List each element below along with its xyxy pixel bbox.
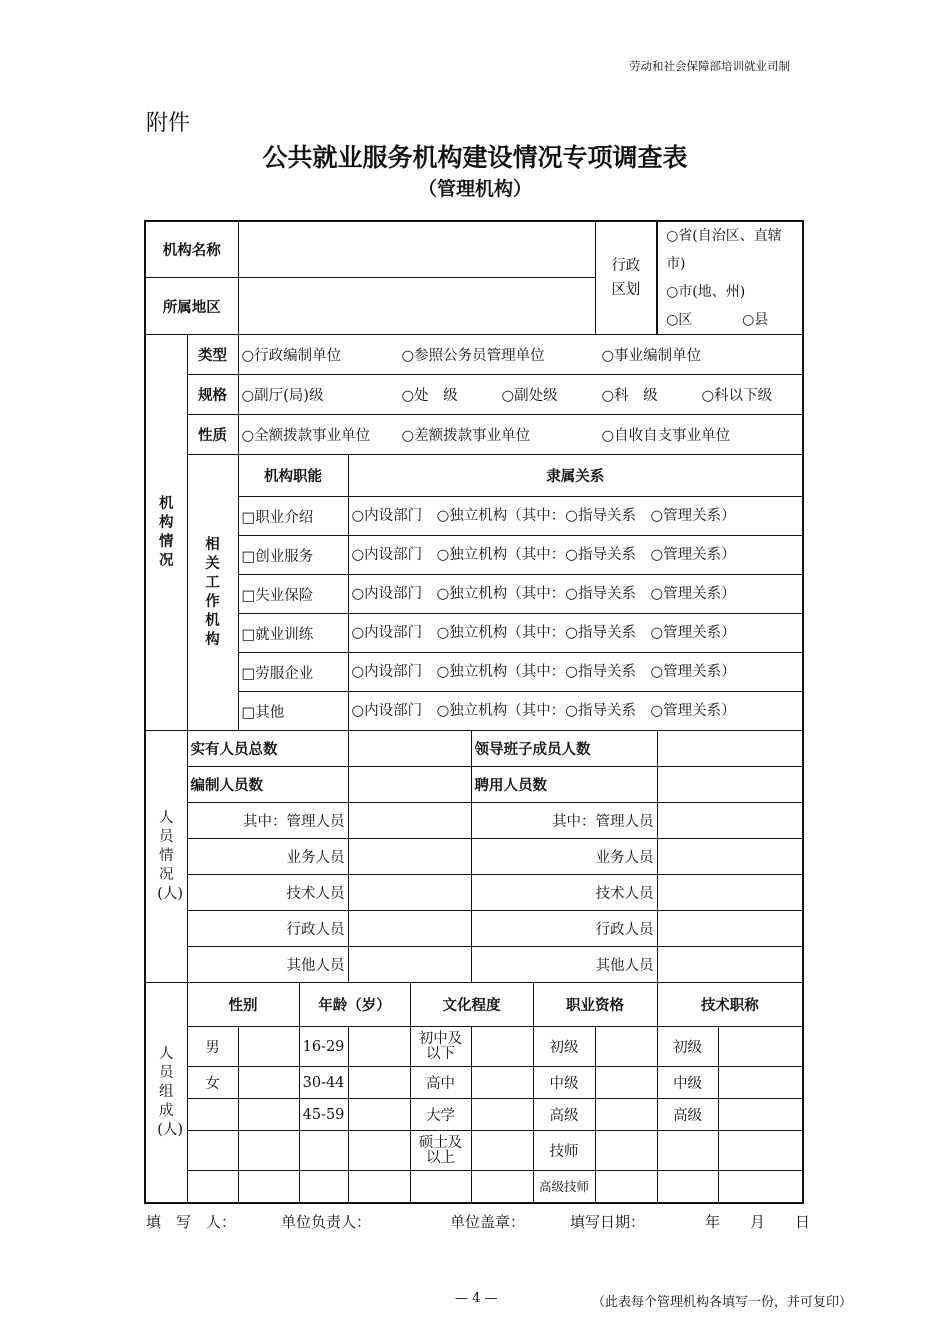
org-section-label: 机构情况 (145, 335, 187, 731)
related-section-label: 相关工作机构 (187, 455, 238, 731)
func-item[interactable]: □失业保险 (238, 575, 348, 614)
footer-signatures (146, 1211, 810, 1232)
staff-sub-field[interactable] (348, 875, 471, 911)
staff-sub-label: 行政人员 (187, 911, 348, 947)
staff-sub-field[interactable] (348, 803, 471, 839)
division-label: 行政区划 (595, 221, 657, 335)
type-option-public[interactable]: ○事业编制单位 (601, 348, 702, 364)
scale-option-2[interactable]: ○处 级 (401, 388, 458, 404)
survey-form-table (144, 220, 804, 1204)
staff-sub-field[interactable] (348, 911, 471, 947)
rel-item[interactable]: ○内设部门 ○独立机构（其中：○指导关系 ○管理关系） (348, 536, 803, 575)
qual-level: 技师 (533, 1131, 595, 1171)
region-label: 所属地区 (145, 278, 238, 335)
count-field[interactable] (348, 1027, 410, 1067)
count-field[interactable] (471, 1099, 533, 1131)
count-field[interactable] (718, 1131, 803, 1171)
staff-sub-field[interactable] (348, 839, 471, 875)
empty-cell (187, 1131, 238, 1171)
empty-cell (657, 1131, 718, 1171)
scale-option-1[interactable]: ○副厅(局)级 (241, 388, 324, 404)
rel-item[interactable]: ○内设部门 ○独立机构（其中：○指导关系 ○管理关系） (348, 497, 803, 536)
division-option-city[interactable]: ○市(地、州) (666, 284, 746, 300)
count-field[interactable] (238, 1171, 299, 1203)
scale-option-3[interactable]: ○副处级 (501, 388, 558, 404)
hired-label: 聘用人员数 (471, 767, 657, 803)
count-field[interactable] (718, 1171, 803, 1203)
count-field[interactable] (595, 1099, 657, 1131)
total-staff-label: 实有人员总数 (187, 731, 348, 767)
total-staff-field[interactable] (348, 731, 471, 767)
type-label: 类型 (187, 335, 238, 375)
empty-cell (299, 1131, 348, 1171)
count-field[interactable] (471, 1171, 533, 1203)
staff-sub-field[interactable] (657, 947, 803, 983)
count-field[interactable] (238, 1067, 299, 1099)
date-label: 填写日期： (570, 1213, 646, 1231)
head-label: 单位负责人： (281, 1213, 372, 1231)
nature-options (238, 415, 803, 455)
division-option-county[interactable]: ○县 (742, 312, 769, 328)
empty-cell (299, 1171, 348, 1203)
header-age: 年龄（岁） (299, 983, 410, 1027)
composition-section-label: 人员组成(人) (145, 983, 187, 1203)
func-item[interactable]: □其他 (238, 692, 348, 731)
rel-item[interactable]: ○内设部门 ○独立机构（其中：○指导关系 ○管理关系） (348, 692, 803, 731)
staff-sub-field[interactable] (657, 803, 803, 839)
nature-label: 性质 (187, 415, 238, 455)
func-item[interactable]: □劳服企业 (238, 653, 348, 692)
scale-options (238, 375, 803, 415)
count-field[interactable] (348, 1131, 410, 1171)
edu-level: 硕士及以上 (410, 1131, 471, 1171)
staff-sub-label: 其中：管理人员 (187, 803, 348, 839)
count-field[interactable] (348, 1171, 410, 1203)
region-field[interactable] (238, 278, 595, 335)
leaders-label: 领导班子成员人数 (471, 731, 657, 767)
page-number: — 4 — (455, 1291, 498, 1306)
rel-header: 隶属关系 (348, 455, 803, 497)
issuer-note: 劳动和社会保障部培训就业司制 (629, 59, 790, 73)
count-field[interactable] (471, 1131, 533, 1171)
seal-label: 单位盖章： (450, 1213, 526, 1231)
org-name-field[interactable] (238, 221, 595, 278)
nature-option-2[interactable]: ○差额拨款事业单位 (401, 428, 531, 444)
empty-cell (187, 1171, 238, 1203)
gender-male: 男 (187, 1027, 238, 1067)
staff-sub-label: 其他人员 (471, 947, 657, 983)
qual-level: 初级 (533, 1027, 595, 1067)
scale-option-4[interactable]: ○科 级 (601, 388, 658, 404)
scale-option-5[interactable]: ○科以下级 (701, 388, 773, 404)
quota-label: 编制人员数 (187, 767, 348, 803)
count-field[interactable] (471, 1027, 533, 1067)
staff-sub-field[interactable] (348, 947, 471, 983)
title-level: 高级 (657, 1099, 718, 1131)
staff-sub-label: 其中：管理人员 (471, 803, 657, 839)
empty-cell (657, 1171, 718, 1203)
qual-level: 高级技师 (533, 1171, 595, 1203)
date-units: 年 月 日 (705, 1213, 811, 1231)
staff-sub-label: 其他人员 (187, 947, 348, 983)
form-subtitle: （管理机构） (417, 178, 532, 200)
age-group: 30-44 (299, 1067, 348, 1099)
attachment-label: 附件 (146, 111, 191, 136)
scale-label: 规格 (187, 375, 238, 415)
func-header: 机构职能 (238, 455, 348, 497)
count-field[interactable] (348, 1099, 410, 1131)
staff-section-label: 人员情况(人) (145, 731, 187, 983)
count-field[interactable] (718, 1027, 803, 1067)
type-option-admin[interactable]: ○行政编制单位 (241, 348, 342, 364)
hired-field[interactable] (657, 767, 803, 803)
title-level: 中级 (657, 1067, 718, 1099)
edu-level: 大学 (410, 1099, 471, 1131)
staff-sub-field[interactable] (657, 875, 803, 911)
title-level: 初级 (657, 1027, 718, 1067)
type-options (238, 335, 803, 375)
func-item[interactable]: □职业介绍 (238, 497, 348, 536)
copy-note: （此表每个管理机构各填写一份，并可复印） (592, 1295, 853, 1310)
division-option-district[interactable]: ○区 (666, 312, 693, 328)
count-field[interactable] (238, 1099, 299, 1131)
division-option-province[interactable]: ○省(自治区、直辖市) (666, 228, 782, 272)
nature-option-1[interactable]: ○全额拨款事业单位 (241, 428, 371, 444)
leaders-field[interactable] (657, 731, 803, 767)
staff-sub-label: 技术人员 (471, 875, 657, 911)
division-options (657, 221, 803, 335)
count-field[interactable] (238, 1131, 299, 1171)
staff-sub-label: 行政人员 (471, 911, 657, 947)
age-group: 16-29 (299, 1027, 348, 1067)
org-name-label: 机构名称 (145, 221, 238, 278)
gender-female: 女 (187, 1067, 238, 1099)
staff-sub-field[interactable] (657, 911, 803, 947)
count-field[interactable] (718, 1067, 803, 1099)
count-field[interactable] (595, 1027, 657, 1067)
count-field[interactable] (595, 1131, 657, 1171)
nature-option-3[interactable]: ○自收自支事业单位 (601, 428, 731, 444)
qual-level: 中级 (533, 1067, 595, 1099)
filler-label: 填 写 人： (146, 1213, 237, 1231)
quota-field[interactable] (348, 767, 471, 803)
type-option-civil[interactable]: ○参照公务员管理单位 (401, 348, 545, 364)
func-item[interactable]: □创业服务 (238, 536, 348, 575)
header-education: 文化程度 (410, 983, 533, 1027)
header-gender: 性别 (187, 983, 299, 1027)
form-title: 公共就业服务机构建设情况专项调查表 (262, 143, 688, 172)
empty-cell (187, 1099, 238, 1131)
count-field[interactable] (595, 1171, 657, 1203)
rel-item[interactable]: ○内设部门 ○独立机构（其中：○指导关系 ○管理关系） (348, 614, 803, 653)
staff-sub-field[interactable] (657, 839, 803, 875)
count-field[interactable] (718, 1099, 803, 1131)
rel-item[interactable]: ○内设部门 ○独立机构（其中：○指导关系 ○管理关系） (348, 575, 803, 614)
staff-sub-label: 技术人员 (187, 875, 348, 911)
header-title: 技术职称 (657, 983, 803, 1027)
edu-level: 高中 (410, 1067, 471, 1099)
count-field[interactable] (595, 1067, 657, 1099)
count-field[interactable] (348, 1067, 410, 1099)
header-qualification: 职业资格 (533, 983, 657, 1027)
staff-sub-label: 业务人员 (471, 839, 657, 875)
qual-level: 高级 (533, 1099, 595, 1131)
age-group: 45-59 (299, 1099, 348, 1131)
func-item[interactable]: □就业训练 (238, 614, 348, 653)
count-field[interactable] (238, 1027, 299, 1067)
edu-level: 初中及以下 (410, 1027, 471, 1067)
staff-sub-label: 业务人员 (187, 839, 348, 875)
empty-cell (410, 1171, 471, 1203)
rel-item[interactable]: ○内设部门 ○独立机构（其中：○指导关系 ○管理关系） (348, 653, 803, 692)
count-field[interactable] (471, 1067, 533, 1099)
